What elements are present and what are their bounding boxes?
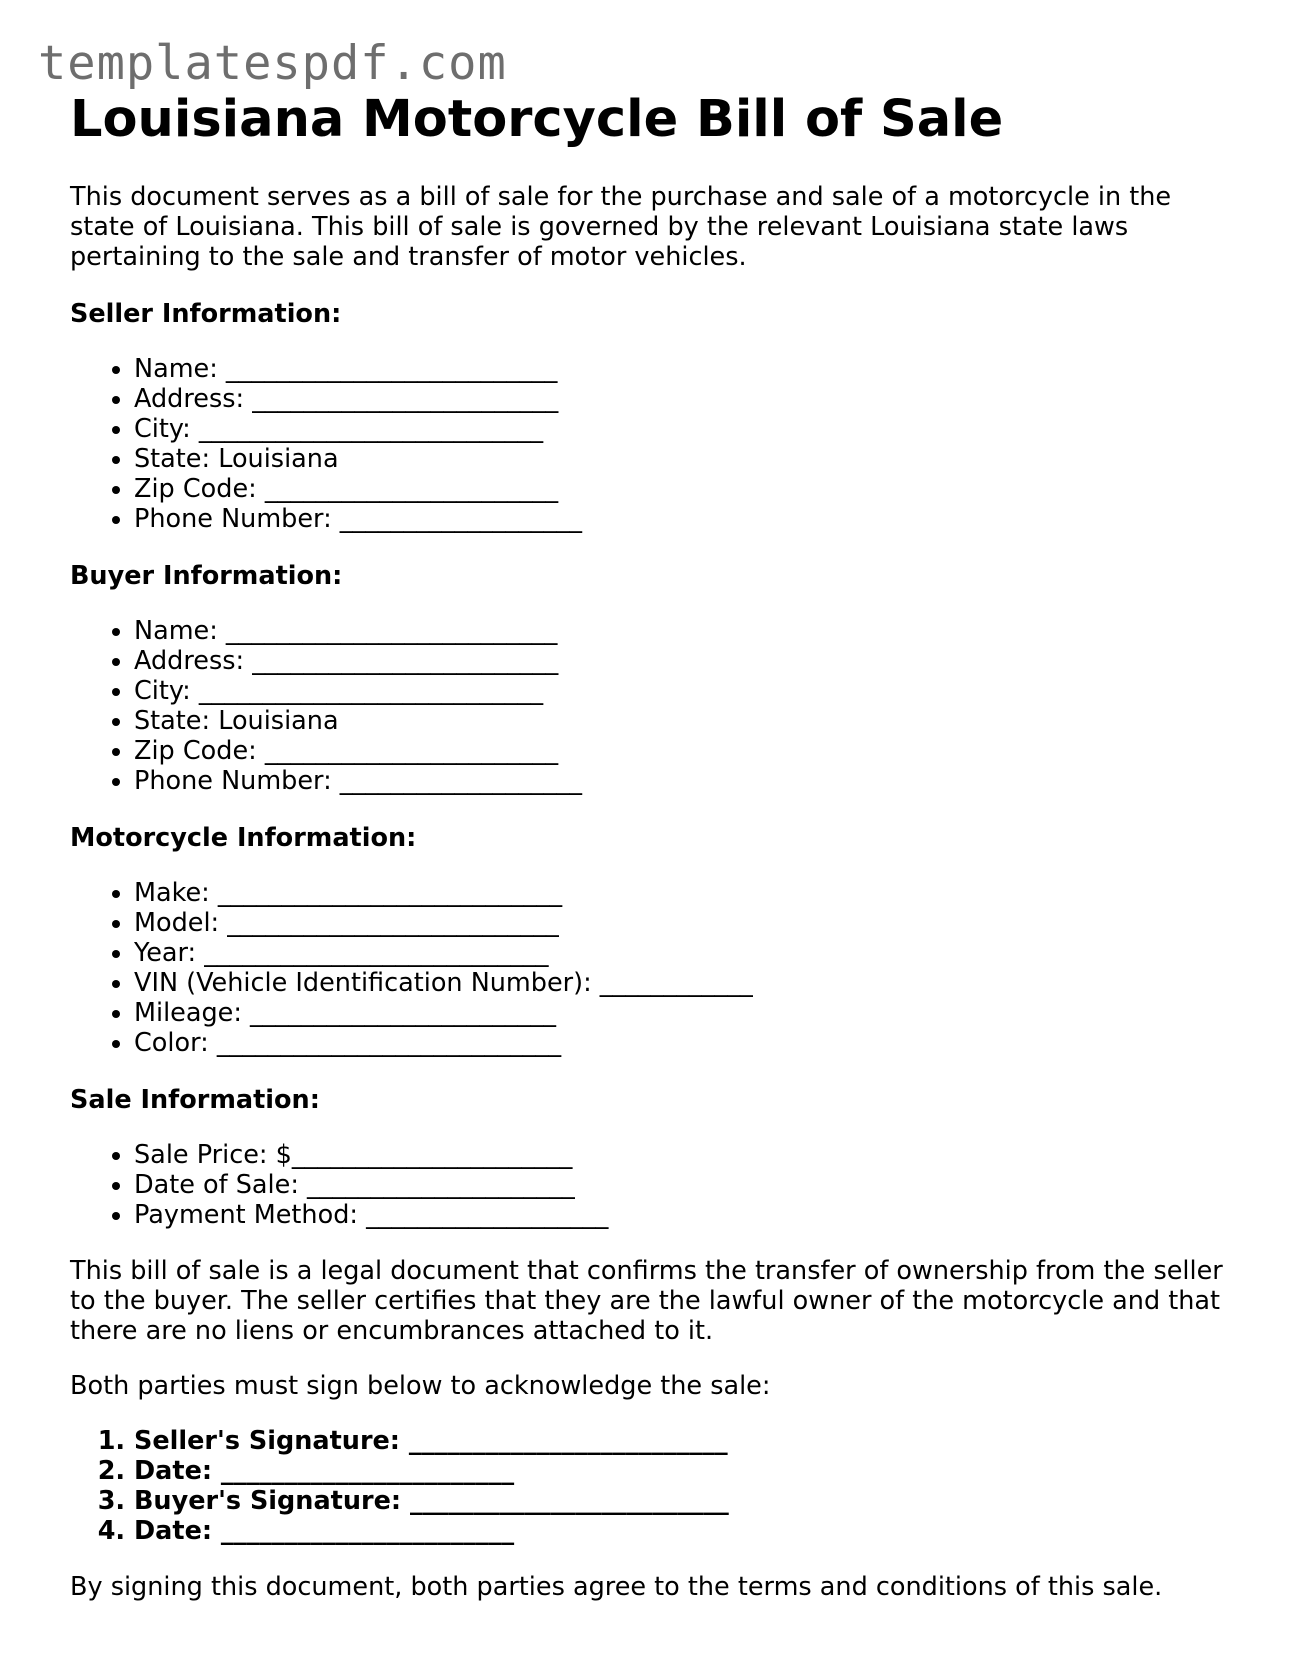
seller-list	[70, 354, 1230, 534]
sale-price-field: • Sale Price: $______________________	[134, 1140, 1230, 1170]
buyer-city-field: • City: ___________________________	[134, 676, 1230, 706]
seller-date-line: 2. Date: _______________________	[134, 1456, 1230, 1486]
closing-paragraph: By signing this document, both parties agree to the terms and conditions of this sale.	[70, 1572, 1163, 1602]
sale-list	[70, 1140, 1230, 1230]
motorcycle-year-field: • Year: ___________________________	[134, 938, 1230, 968]
document-title: Louisiana Motorcycle Bill of Sale	[70, 90, 1004, 149]
motorcycle-vin-field: • VIN (Vehicle Identification Number): ____________	[134, 968, 1230, 998]
motorcycle-model-field: • Model: __________________________	[134, 908, 1230, 938]
seller-zip-field: • Zip Code: _______________________	[134, 474, 1230, 504]
seller-phone-field: • Phone Number: ___________________	[134, 504, 1230, 534]
signature-list	[70, 1426, 1230, 1546]
intro-paragraph: This document serves as a bill of sale for the purchase and sale of a motorcycle in the state of Louisiana. This bill of sale is governed by the relevant Louisiana state laws pertaining to the sale and transfer of motor vehicles.	[70, 182, 1172, 272]
motorcycle-make-field: • Make: ___________________________	[134, 878, 1230, 908]
watermark: templatespdf.com	[38, 36, 507, 91]
sign-instruction: Both parties must sign below to acknowledge the sale:	[70, 1371, 771, 1401]
seller-signature-line: 1. Seller's Signature: _________________________	[134, 1426, 1230, 1456]
motorcycle-mileage-field: • Mileage: ________________________	[134, 998, 1230, 1028]
motorcycle-heading: Motorcycle Information:	[70, 823, 417, 853]
buyer-heading: Buyer Information:	[70, 561, 343, 591]
document-page	[70, 90, 1230, 1602]
seller-address-field: • Address: ________________________	[134, 384, 1230, 414]
sale-payment-method-field: • Payment Method: ___________________	[134, 1200, 1230, 1230]
seller-name-field: • Name: __________________________	[134, 354, 1230, 384]
buyer-zip-field: • Zip Code: _______________________	[134, 736, 1230, 766]
seller-state-field: • State: Louisiana	[134, 444, 1230, 474]
seller-heading: Seller Information:	[70, 299, 342, 329]
sale-date-field: • Date of Sale: _____________________	[134, 1170, 1230, 1200]
sale-heading: Sale Information:	[70, 1085, 320, 1115]
motorcycle-list	[70, 878, 1230, 1058]
buyer-list	[70, 616, 1230, 796]
buyer-date-line: 4. Date: _______________________	[134, 1516, 1230, 1546]
buyer-state-field: • State: Louisiana	[134, 706, 1230, 736]
buyer-address-field: • Address: ________________________	[134, 646, 1230, 676]
buyer-phone-field: • Phone Number: ___________________	[134, 766, 1230, 796]
seller-city-field: • City: ___________________________	[134, 414, 1230, 444]
buyer-name-field: • Name: __________________________	[134, 616, 1230, 646]
motorcycle-color-field: • Color: ___________________________	[134, 1028, 1230, 1058]
legal-paragraph: This bill of sale is a legal document that confirms the transfer of ownership from the seller to the buyer. The seller certifies that they are the lawful owner of the motorcycle and that there are no liens or encumbrances attached to it.	[70, 1256, 1223, 1346]
buyer-signature-line: 3. Buyer's Signature: _________________________	[134, 1486, 1230, 1516]
